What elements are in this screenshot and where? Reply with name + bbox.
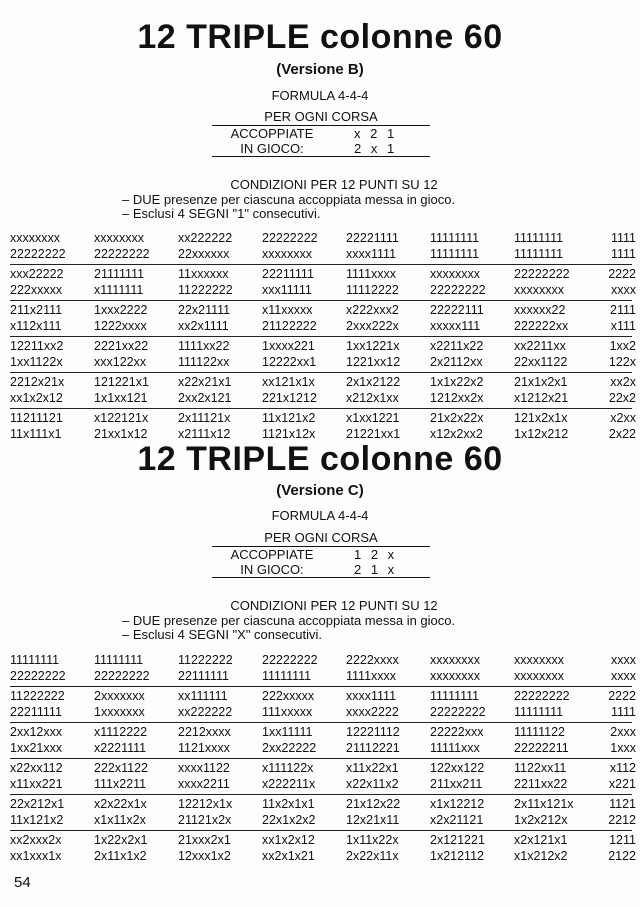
section-c-condition-1: – DUE presenze per ciascuna accoppiata messa in gioco. (122, 613, 456, 628)
column-cell: 1x12x212 (514, 427, 569, 441)
column-cell: 11111111 (430, 689, 480, 703)
column-cell: x22x21x1 (178, 375, 232, 389)
in-gioco-row (212, 141, 430, 156)
column-row (10, 760, 636, 776)
section-c-columns-grid (10, 651, 636, 866)
column-cell: 11111111 (262, 669, 312, 683)
in-gioco-value: 2 1 x (354, 562, 398, 577)
column-cell: 1xx1221x (346, 339, 400, 353)
column-cell: 11x121x2 (10, 813, 64, 827)
column-cell: 2xx12xxx (10, 725, 63, 739)
column-cell: 1222xxxx (94, 319, 147, 333)
column-cell: x11x22x1 (346, 761, 399, 775)
column-cell: 1x2x212x (514, 813, 568, 827)
column-row (10, 652, 636, 668)
column-cell: x112 (609, 761, 636, 775)
column-cell: 22xx1122 (514, 355, 568, 369)
column-cell: 2x11x121x (514, 797, 574, 811)
column-cell: 11111111 (10, 653, 60, 667)
column-cell: x1112222 (94, 725, 148, 739)
column-cell: 12xxx1x2 (178, 849, 231, 863)
column-block (10, 373, 636, 409)
column-cell: x2xx (610, 411, 636, 425)
column-cell: xxxxx111 (430, 319, 481, 333)
column-cell: xxxxxxxx (430, 653, 480, 667)
column-cell: 11222222 (178, 653, 233, 667)
column-cell: 2x121221 (430, 833, 485, 847)
column-cell: 1111 (610, 231, 636, 245)
column-cell: 2xx22222 (262, 741, 317, 755)
column-cell: 22222211 (514, 741, 569, 755)
column-cell: 11112222 (346, 283, 399, 297)
column-cell: 21x2x22x (430, 411, 484, 425)
column-cell: 2111 (610, 303, 636, 317)
column-cell: 2xxxxxxx (94, 689, 145, 703)
column-block (10, 301, 636, 337)
column-cell: xx222222 (178, 705, 233, 719)
column-cell: 2x22 (608, 427, 636, 441)
column-cell: xx2211xx (514, 339, 566, 353)
column-cell: 1xx2 (609, 339, 636, 353)
column-cell: 1xxx (610, 741, 636, 755)
section-b-accoppiate-table (212, 125, 430, 157)
column-cell: 21112221 (346, 741, 400, 755)
column-cell: x1212x21 (514, 391, 569, 405)
accoppiate-row (212, 547, 430, 562)
column-cell: 11111111 (430, 247, 480, 261)
column-row (10, 318, 636, 334)
column-cell: 11111111 (94, 653, 144, 667)
column-cell: 222xxxxx (262, 689, 315, 703)
column-cell: 1xx1122x (10, 355, 63, 369)
column-cell: xxx122xx (94, 355, 147, 369)
column-cell: 1212xx2x (430, 391, 484, 405)
column-cell: 12211xx2 (10, 339, 64, 353)
column-cell: x1x212x2 (514, 849, 568, 863)
column-cell: 121x2x1x (514, 411, 568, 425)
column-cell: x221 (608, 777, 636, 791)
section-c-conditions-title: CONDIZIONI PER 12 PUNTI SU 12 (230, 598, 438, 613)
column-row (10, 302, 636, 318)
column-cell: xxxx1122 (178, 761, 230, 775)
column-cell: 2x11x1x2 (94, 849, 147, 863)
column-cell: xx111111 (178, 689, 228, 703)
column-row (10, 390, 636, 406)
column-row (10, 282, 636, 298)
column-cell: 11111122 (514, 725, 565, 739)
accoppiate-label: ACCOPPIATE (230, 547, 314, 562)
column-cell: 22111111 (178, 669, 229, 683)
column-cell: x2x121x1 (514, 833, 568, 847)
column-cell: 11111xxx (430, 741, 480, 755)
column-cell: 22222222 (430, 705, 486, 719)
column-cell: xxxxxxxx (262, 247, 312, 261)
column-cell: xxx11111 (262, 283, 312, 297)
column-cell: 1x1x22x2 (430, 375, 484, 389)
column-cell: 2212x21x (10, 375, 65, 389)
column-cell: 2x22x11x (346, 849, 399, 863)
column-cell: 22xxxxxx (178, 247, 230, 261)
column-cell: 2212xxxx (178, 725, 231, 739)
section-b-version: (Versione B) (276, 61, 364, 78)
column-cell: xx2x1111 (178, 319, 229, 333)
column-block (10, 723, 636, 759)
column-cell: xxxx2211 (178, 777, 230, 791)
column-cell: 12222xx1 (262, 355, 317, 369)
column-cell: 2212 (608, 813, 636, 827)
column-cell: 1211 (609, 833, 636, 847)
column-cell: 12221112 (346, 725, 400, 739)
section-c-version: (Versione C) (276, 482, 364, 499)
column-row (10, 796, 636, 812)
in-gioco-value: 2 x 1 (354, 141, 398, 156)
column-cell: 22x1x2x2 (262, 813, 316, 827)
column-cell: 21x1x2x1 (514, 375, 568, 389)
column-cell: xxxx2222 (346, 705, 399, 719)
column-cell: x1xx1221 (346, 411, 400, 425)
column-cell: 1111 (610, 247, 636, 261)
column-cell: 122x (608, 355, 636, 369)
column-row (10, 246, 636, 262)
column-row (10, 704, 636, 720)
column-cell: xxxxxxxx (514, 669, 564, 683)
column-block (10, 409, 636, 444)
column-cell: 222xxxxx (10, 283, 63, 297)
column-cell: 2xxx222x (346, 319, 399, 333)
column-cell: 2xx2x121 (178, 391, 232, 405)
column-cell: x212x1xx (346, 391, 399, 405)
column-row (10, 668, 636, 684)
column-row (10, 776, 636, 792)
column-row (10, 374, 636, 390)
column-row (10, 812, 636, 828)
column-cell: 22222222 (94, 669, 150, 683)
column-cell: x2221111 (94, 741, 147, 755)
section-c-accoppiate-table (212, 546, 430, 578)
column-cell: 21111111 (94, 267, 145, 281)
in-gioco-label: IN GIOCO: (240, 141, 304, 156)
column-cell: 22211111 (262, 267, 314, 281)
column-cell: 11xxxxxx (178, 267, 229, 281)
column-cell: 1x1xx121 (94, 391, 148, 405)
column-cell: 21122222 (262, 319, 317, 333)
column-cell: 1111xxxx (346, 267, 397, 281)
column-cell: 21x12x22 (346, 797, 401, 811)
column-cell: 22222111 (430, 303, 484, 317)
column-cell: 2122 (608, 849, 636, 863)
column-cell: xxxxxxxx (10, 231, 60, 245)
column-cell: 21xx1x12 (94, 427, 148, 441)
column-cell: 11111111 (430, 231, 480, 245)
column-cell: xxxxxxxx (94, 231, 144, 245)
column-cell: 22222222 (514, 689, 570, 703)
column-cell: xxxxxxxx (430, 267, 480, 281)
column-cell: 122xx122 (430, 761, 485, 775)
column-cell: 2222 (608, 267, 636, 281)
column-cell: x11xxxxx (262, 303, 313, 317)
column-cell: 111xxxxx (262, 705, 313, 719)
section-c-formula: FORMULA 4-4-4 (271, 508, 369, 523)
column-cell: x22xx112 (10, 761, 63, 775)
column-cell: 11x121x2 (262, 411, 316, 425)
column-cell: xxxx1111 (346, 689, 397, 703)
column-cell: x2x22x1x (94, 797, 147, 811)
column-cell: 22222222 (10, 669, 66, 683)
column-cell: 1x22x2x1 (94, 833, 148, 847)
accoppiate-row (212, 126, 430, 141)
column-cell: xxxx (611, 653, 636, 667)
column-cell: 21121x2x (178, 813, 232, 827)
column-cell: 1111 (610, 705, 636, 719)
column-cell: 22222222 (262, 231, 318, 245)
column-cell: 1xxxx221 (262, 339, 315, 353)
column-cell: 22222222 (514, 267, 570, 281)
column-cell: 22221111 (346, 231, 399, 245)
column-block (10, 651, 636, 687)
in-gioco-row (212, 562, 430, 577)
column-block (10, 687, 636, 723)
column-cell: xx1xxx1x (10, 849, 62, 863)
column-row (10, 724, 636, 740)
section-b-conditions-title: CONDIZIONI PER 12 PUNTI SU 12 (230, 177, 438, 192)
column-cell: 22x2 (608, 391, 636, 405)
column-cell: 222x1122 (94, 761, 148, 775)
column-block (10, 229, 636, 265)
column-cell: 1121 (609, 797, 636, 811)
column-cell: xx1x2x12 (10, 391, 63, 405)
column-cell: x122121x (94, 411, 149, 425)
column-cell: 1xxx2222 (94, 303, 148, 317)
column-cell: 1xx11111 (262, 725, 313, 739)
column-row (10, 266, 636, 282)
column-cell: 211x2111 (10, 303, 63, 317)
column-block (10, 265, 636, 301)
column-cell: 21221xx1 (346, 427, 401, 441)
column-cell: 22222222 (94, 247, 150, 261)
section-b-formula: FORMULA 4-4-4 (271, 88, 369, 103)
column-cell: 2221xx22 (94, 339, 149, 353)
column-cell: 11111111 (514, 231, 564, 245)
column-row (10, 832, 636, 848)
section-b-columns-grid (10, 229, 636, 444)
column-cell: 11111111 (514, 705, 564, 719)
column-cell: xx2xxx2x (10, 833, 62, 847)
column-cell: 21xxx2x1 (178, 833, 231, 847)
column-cell: xxxxxxxx (514, 283, 564, 297)
column-cell: 2222xxxx (346, 653, 399, 667)
column-cell: xx121x1x (262, 375, 315, 389)
column-cell: 2211xx22 (514, 777, 568, 791)
section-b-condition-2: – Esclusi 4 SEGNI "1" consecutivi. (122, 206, 321, 221)
column-row (10, 688, 636, 704)
column-cell: xx1x2x12 (262, 833, 315, 847)
column-cell: 1xxxxxxx (94, 705, 145, 719)
accoppiate-value: x 2 1 (354, 126, 398, 141)
column-cell: x222xxx2 (346, 303, 399, 317)
column-cell: 1221xx12 (346, 355, 401, 369)
column-cell: 11222222 (178, 283, 233, 297)
column-cell: xx222222 (178, 231, 233, 245)
column-cell: 1xx21xxx (10, 741, 63, 755)
column-cell: 11x2x1x1 (262, 797, 315, 811)
column-cell: 22x21111 (178, 303, 231, 317)
column-row (10, 230, 636, 246)
column-cell: x2211x22 (430, 339, 484, 353)
column-cell: x12x2xx2 (430, 427, 483, 441)
column-cell: 1x212112 (430, 849, 484, 863)
column-block (10, 795, 636, 831)
column-block (10, 831, 636, 866)
column-cell: 11211121 (10, 411, 63, 425)
section-b-per-ogni-corsa: PER OGNI CORSA (264, 109, 378, 124)
column-cell: 2x11121x (178, 411, 231, 425)
column-cell: 111122xx (178, 355, 230, 369)
column-cell: 1121x12x (262, 427, 316, 441)
column-cell: 22211111 (10, 705, 62, 719)
column-cell: x1x12212 (430, 797, 485, 811)
column-cell: x1111111 (94, 283, 144, 297)
column-cell: 11111111 (514, 247, 564, 261)
column-cell: x22x11x2 (346, 777, 399, 791)
column-cell: 211xx211 (430, 777, 483, 791)
column-row (10, 410, 636, 426)
column-cell: 1121xxxx (178, 741, 230, 755)
column-cell: 1x11x22x (346, 833, 399, 847)
column-cell: 22222222 (262, 653, 318, 667)
column-cell: x2111x12 (178, 427, 231, 441)
section-b-title: 12 TRIPLE colonne 60 (137, 18, 503, 56)
in-gioco-label: IN GIOCO: (240, 562, 304, 577)
accoppiate-value: 1 2 x (354, 547, 398, 562)
column-cell: 2x2112xx (430, 355, 483, 369)
section-c-condition-2: – Esclusi 4 SEGNI "X" consecutivi. (122, 627, 322, 642)
column-cell: 1111xxxx (346, 669, 397, 683)
column-cell: x2x21121 (430, 813, 484, 827)
accoppiate-label: ACCOPPIATE (230, 126, 314, 141)
column-cell: 12x21x11 (346, 813, 400, 827)
column-cell: 1111xx22 (178, 339, 230, 353)
column-cell: x111122x (262, 761, 314, 775)
column-cell: 12212x1x (178, 797, 233, 811)
column-cell: xxxxxx22 (514, 303, 566, 317)
column-cell: xx2x1x21 (262, 849, 315, 863)
column-cell: 222222xx (514, 319, 569, 333)
column-cell: 2x1x2122 (346, 375, 401, 389)
section-c-title: 12 TRIPLE colonne 60 (137, 440, 503, 478)
column-cell: xx2x (610, 375, 636, 389)
column-cell: xxxx (611, 283, 636, 297)
column-cell: 121221x1 (94, 375, 149, 389)
column-cell: x111 (610, 319, 636, 333)
column-cell: 22222222 (10, 247, 66, 261)
column-cell: x112x111 (10, 319, 62, 333)
column-row (10, 740, 636, 756)
column-row (10, 354, 636, 370)
section-c-per-ogni-corsa: PER OGNI CORSA (264, 530, 378, 545)
column-block (10, 337, 636, 373)
page-number: 54 (14, 874, 31, 891)
column-cell: 111x2211 (94, 777, 147, 791)
column-cell: xxx22222 (10, 267, 64, 281)
column-cell: x11xx221 (10, 777, 63, 791)
section-b-condition-1: – DUE presenze per ciascuna accoppiata messa in gioco. (122, 192, 456, 207)
column-cell: 2222 (608, 689, 636, 703)
column-cell: x1x11x2x (94, 813, 146, 827)
column-block (10, 759, 636, 795)
column-cell: 22222222 (430, 283, 486, 297)
column-cell: 22222xxx (430, 725, 484, 739)
column-cell: xxxx1111 (346, 247, 397, 261)
column-cell: xxxxxxxx (430, 669, 480, 683)
column-cell: 2xxx (610, 725, 636, 739)
column-cell: xxxxxxxx (514, 653, 564, 667)
column-cell: x222211x (262, 777, 316, 791)
column-row (10, 338, 636, 354)
column-cell: 11222222 (10, 689, 65, 703)
column-cell: xxxx (611, 669, 636, 683)
column-row (10, 848, 636, 864)
column-cell: 221x1212 (262, 391, 317, 405)
column-cell: 1122xx11 (514, 761, 567, 775)
column-cell: 22x212x1 (10, 797, 65, 811)
column-cell: 11x111x1 (10, 427, 62, 441)
